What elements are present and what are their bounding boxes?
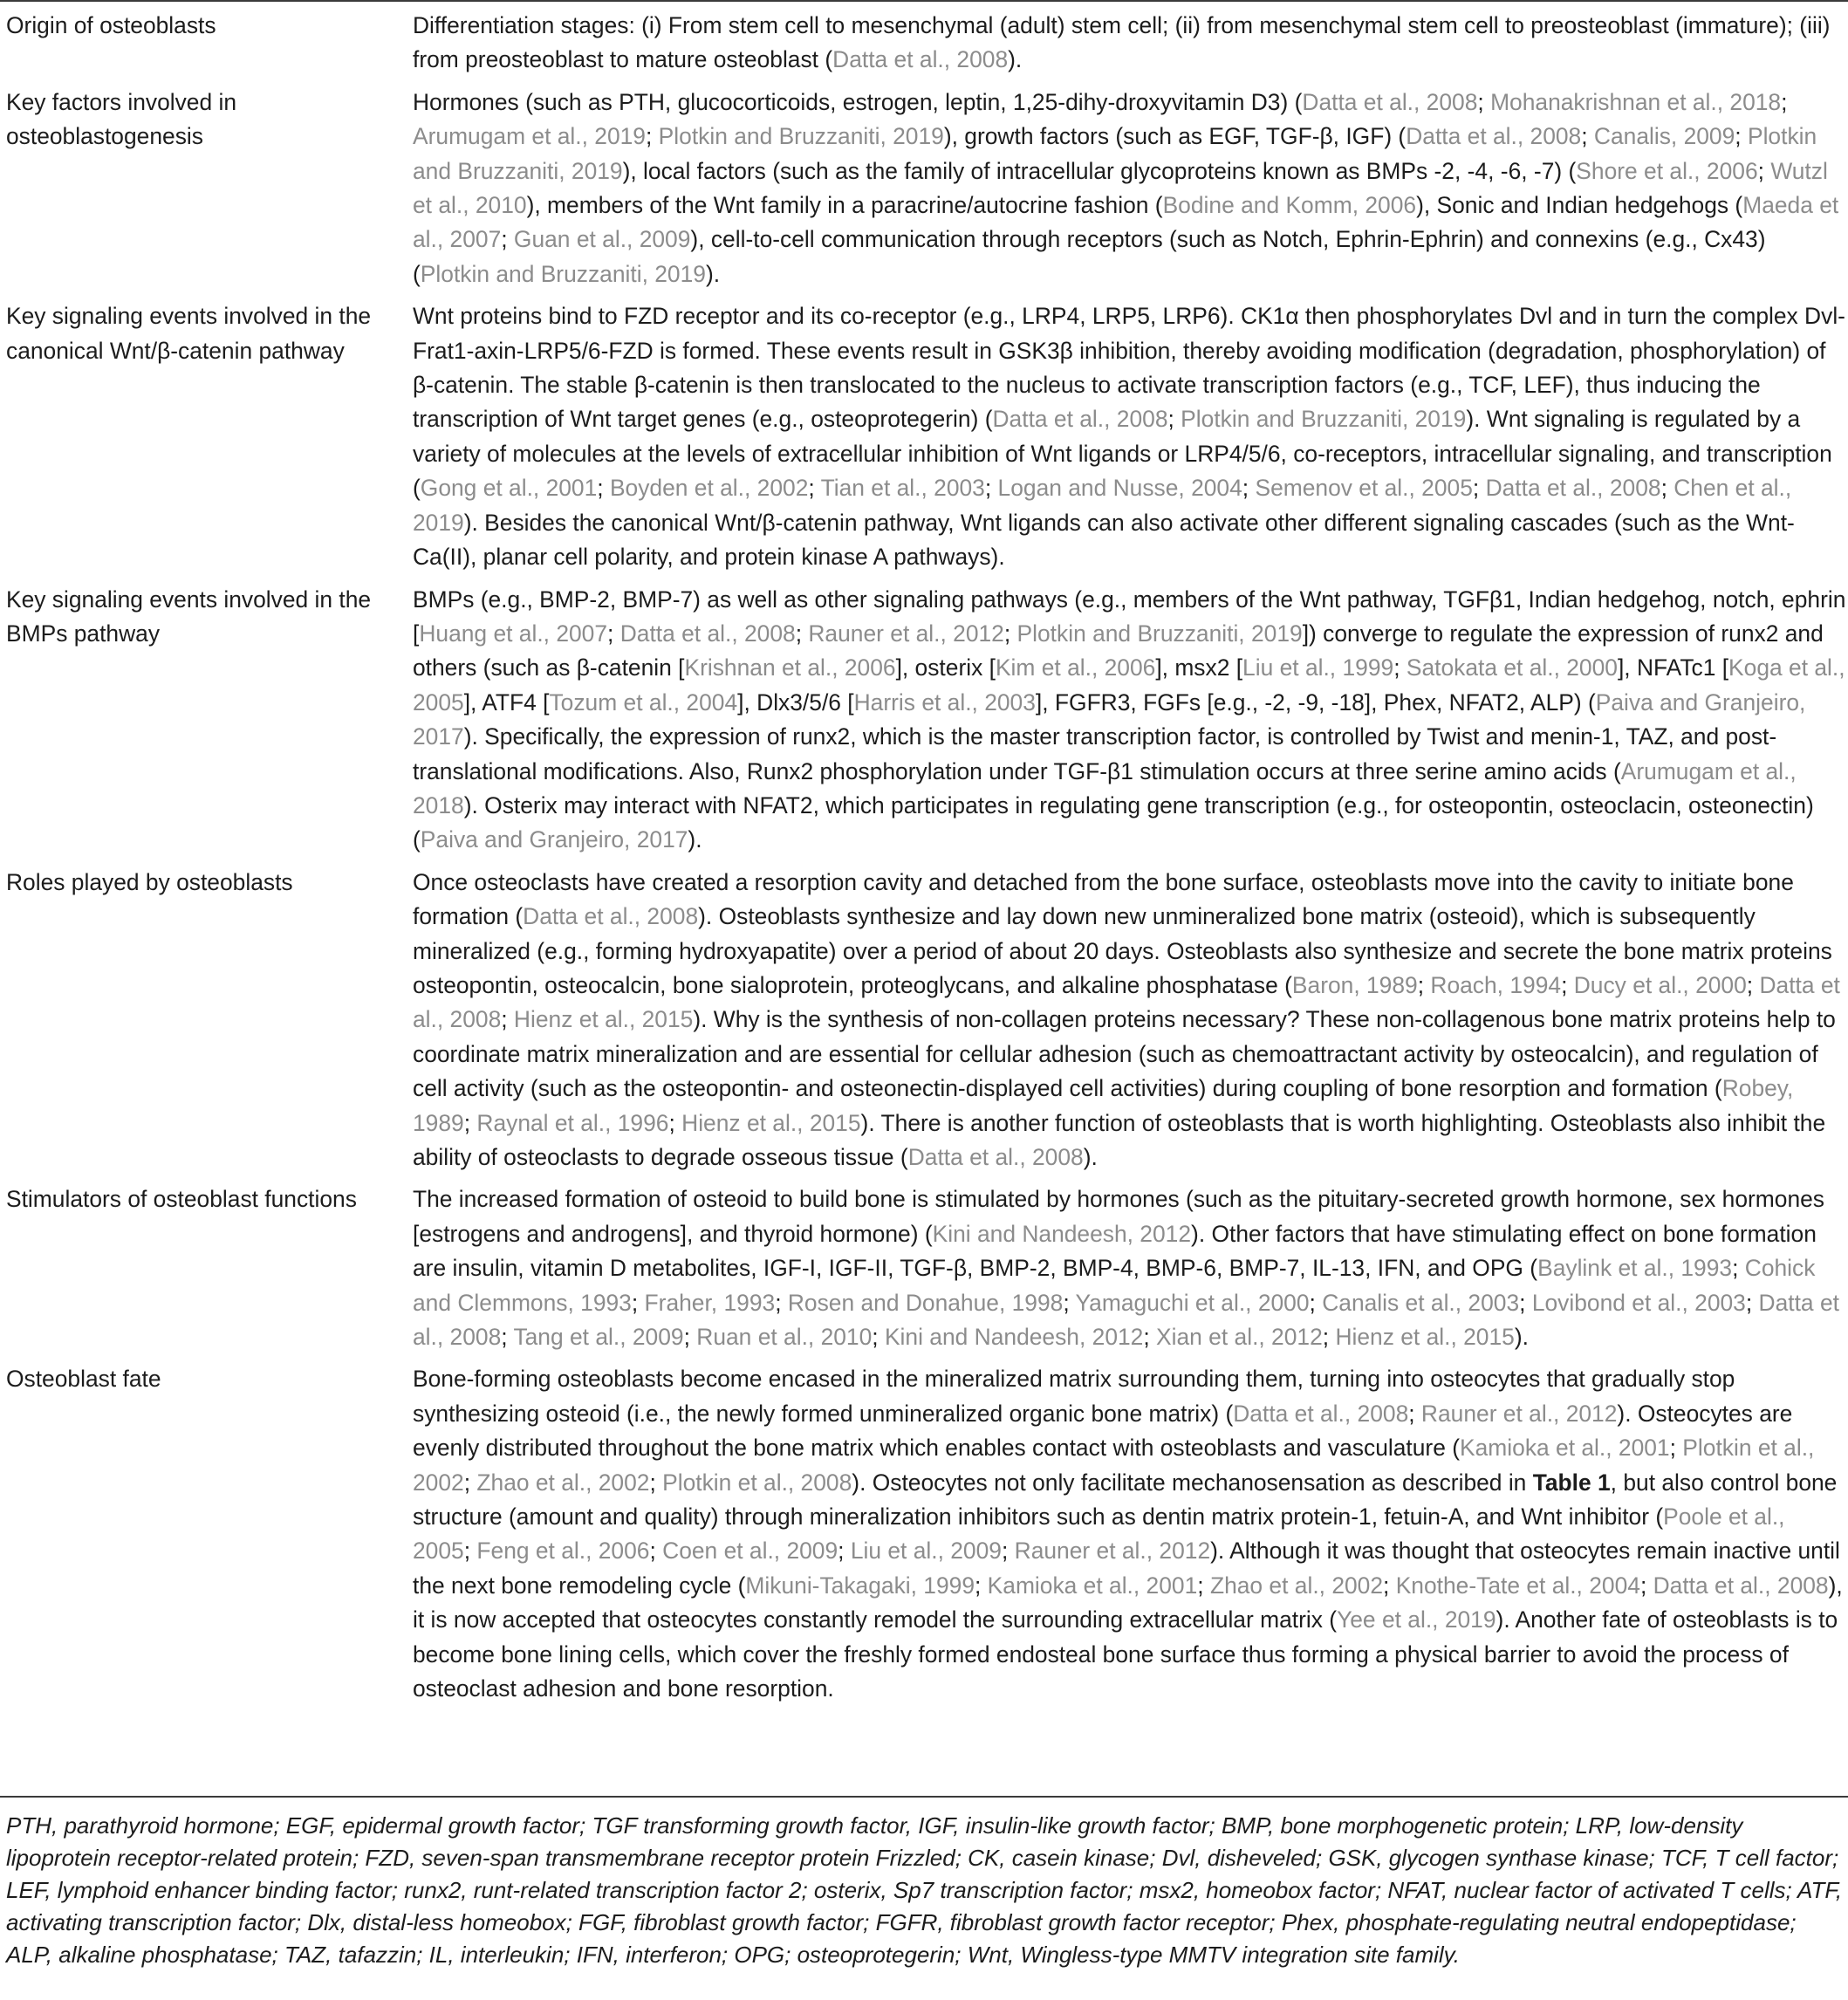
table-row xyxy=(0,9,1848,86)
citation-link[interactable]: Arumugam et al., 2019 xyxy=(413,123,646,150)
row-label-cell xyxy=(0,9,413,86)
body-text: ; xyxy=(808,475,821,502)
body-text: ; xyxy=(1472,475,1486,502)
row-description-cell xyxy=(413,86,1848,299)
citation-link[interactable]: Bodine and Komm, 2006 xyxy=(1162,192,1417,219)
body-text: ). xyxy=(1008,46,1023,73)
citation-link[interactable]: Coen et al., 2009 xyxy=(662,1538,838,1565)
body-text: ; xyxy=(1143,1324,1157,1351)
citation-link[interactable]: Knothe-Tate et al., 2004 xyxy=(1395,1572,1640,1599)
citation-link[interactable]: Plotkin et al., 2008 xyxy=(662,1469,852,1496)
citation-link[interactable]: Plotkin and Bruzzaniti, 2019 xyxy=(1016,620,1303,647)
citation-link[interactable]: Huang et al., 2007 xyxy=(419,620,608,647)
citation-link[interactable]: Yee et al., 2019 xyxy=(1337,1606,1496,1634)
citation-link[interactable]: Satokata et al., 2000 xyxy=(1406,654,1618,682)
body-text: ; xyxy=(984,475,998,502)
row-label: Stimulators of osteoblast functions xyxy=(6,1186,357,1213)
citation-link[interactable]: Kini and Nandeesh, 2012 xyxy=(884,1324,1144,1351)
body-text: ; xyxy=(1003,620,1017,647)
body-text: ; xyxy=(649,1469,663,1496)
citation-link[interactable]: Krishnan et al., 2006 xyxy=(684,654,896,682)
body-text: ; xyxy=(463,1109,477,1136)
citation-link[interactable]: Yamaguchi et al., 2000 xyxy=(1075,1289,1310,1316)
citation-link[interactable]: Datta et al., 2008 xyxy=(907,1144,1084,1170)
body-text: ], osterix [ xyxy=(895,654,996,682)
citation-link[interactable]: Plotkin and Bruzzaniti, 2019 xyxy=(420,260,706,287)
citation-link[interactable]: Semenov et al., 2005 xyxy=(1255,475,1473,502)
citation-link[interactable]: Chen et al., 2019 xyxy=(413,475,1792,536)
citation-link[interactable]: Harris et al., 2003 xyxy=(853,688,1036,716)
body-text: Once osteoclasts have created a resorption cavity and detached from the bone surface, osteoblasts move into the cavity to initiate bone formation ( xyxy=(413,868,1794,930)
table-body xyxy=(0,9,1848,1715)
row-description-cell xyxy=(413,1182,1848,1362)
citation-link[interactable]: Datta et al., 2008 xyxy=(1485,475,1661,502)
citation-link[interactable]: Lovibond et al., 2003 xyxy=(1531,1289,1746,1316)
body-text: ; xyxy=(1408,1400,1421,1427)
body-text: ; xyxy=(1669,1435,1683,1462)
citation-link[interactable]: Xian et al., 2012 xyxy=(1156,1324,1323,1351)
body-text: ). Specifically, the expression of runx2, which is the master transcription factor, is controlled by Twist and menin-1, TAZ, and post-translational modifications. Also, Runx2 phosphorylation under TGF-β1 stimulation occurs at three serine amino acids ( xyxy=(413,723,1777,784)
citation-link[interactable]: Poole et al., 2005 xyxy=(413,1503,1785,1565)
body-text: ; xyxy=(1393,654,1407,682)
citation-link[interactable]: Plotkin and Bruzzaniti, 2019 xyxy=(1181,406,1467,433)
citation-link[interactable]: Robey, 1989 xyxy=(413,1075,1794,1136)
row-description xyxy=(413,299,1848,574)
row-label: Key signaling events involved in the canonical Wnt/β-catenin pathway xyxy=(6,303,372,364)
row-label-cell xyxy=(0,86,413,299)
citation-link[interactable]: Baron, 1989 xyxy=(1291,971,1418,998)
body-text: ). Another fate of osteoblasts is to become bone lining cells, which cover the freshly formed endosteal bone surface thus forming a physical barrier to avoid the process of osteoclast adhesion and bone resorption. xyxy=(413,1606,1838,1702)
citation-link[interactable]: Tian et al., 2003 xyxy=(820,475,985,502)
body-text: ; xyxy=(501,1324,514,1351)
citation-link[interactable]: Zhao et al., 2002 xyxy=(1209,1572,1384,1599)
body-text: ; xyxy=(1732,1255,1745,1282)
body-text: ; xyxy=(649,1538,663,1565)
citation-link[interactable]: Tang et al., 2009 xyxy=(513,1324,684,1351)
citation-link[interactable]: Hienz et al., 2015 xyxy=(681,1109,861,1136)
body-text: ; xyxy=(1581,123,1594,150)
citation-link[interactable]: Rosen and Donahue, 1998 xyxy=(787,1289,1064,1316)
citation-link[interactable]: Paiva and Granjeiro, 2017 xyxy=(420,826,688,853)
citation-link[interactable]: Canalis, 2009 xyxy=(1593,123,1735,150)
citation-link[interactable]: Arumugam et al., 2018 xyxy=(413,757,1797,818)
citation-link[interactable]: Roach, 1994 xyxy=(1430,971,1562,998)
body-text: ; xyxy=(1417,971,1431,998)
row-label: Roles played by osteoblasts xyxy=(6,868,293,895)
citation-link[interactable]: Raynal et al., 1996 xyxy=(476,1109,669,1136)
body-text: ; xyxy=(1383,1572,1396,1599)
body-text: ). Why is the synthesis of non-collagen proteins necessary? These non-collagenous bone matrix proteins help to coordinate matrix mineralization and are essential for cellular adhesion (such as chemoattractant activity by osteocalcin), and regulation of cell activity (such as the osteopontin- and osteonectin-displayed cell activities) during coupling of bone resorption and formation ( xyxy=(413,1006,1836,1102)
row-description-cell xyxy=(413,299,1848,582)
body-text: ; xyxy=(463,1538,477,1565)
body-text: ; xyxy=(1197,1572,1210,1599)
citation-link[interactable]: Plotkin and Bruzzaniti, 2019 xyxy=(413,123,1817,184)
citation-link[interactable]: Datta et al., 2008 xyxy=(1653,1572,1829,1599)
row-description xyxy=(413,9,1848,78)
citation-link[interactable]: Shore et al., 2006 xyxy=(1576,157,1758,184)
body-text: ; xyxy=(1167,406,1181,433)
citation-link[interactable]: Mohanakrishnan et al., 2018 xyxy=(1490,88,1782,115)
body-text: ). Osterix may interact with NFAT2, which participates in regulating gene transcription (e.g., for osteopontin, osteoclacin, osteonectin) ( xyxy=(413,791,1814,853)
row-description-cell xyxy=(413,1362,1848,1714)
citation-link[interactable]: Kim et al., 2006 xyxy=(995,654,1156,682)
body-text: ; xyxy=(597,475,610,502)
citation-link[interactable]: Datta et al., 2008 xyxy=(413,1289,1839,1351)
row-label-cell xyxy=(0,299,413,582)
body-text: ; xyxy=(1519,1289,1532,1316)
citation-link[interactable]: Datta et al., 2008 xyxy=(1406,123,1582,150)
body-text: ). xyxy=(688,826,702,853)
body-text: ; xyxy=(775,1289,788,1316)
body-text: ; xyxy=(1242,475,1256,502)
row-label: Osteoblast fate xyxy=(6,1366,161,1393)
citation-link[interactable]: Datta et al., 2008 xyxy=(1233,1400,1409,1427)
citation-link[interactable]: Canalis et al., 2003 xyxy=(1322,1289,1520,1316)
body-text: ; xyxy=(1322,1324,1336,1351)
body-text: ; xyxy=(1477,88,1491,115)
row-label-cell xyxy=(0,1182,413,1362)
body-text: Bone-forming osteoblasts become encased in the mineralized matrix surrounding them, turning into osteocytes that gradually stop synthesizing osteoid (i.e., the newly formed unmineralized organic bone matrix) ( xyxy=(413,1366,1735,1427)
body-text: ), local factors (such as the family of intracellular glycoproteins known as BMPs -2, -4, -6, -7) ( xyxy=(622,157,1577,184)
citation-link[interactable]: Liu et al., 1999 xyxy=(1242,654,1394,682)
citation-link[interactable]: Koga et al., 2005 xyxy=(413,654,1845,716)
body-text: ; xyxy=(795,620,809,647)
body-text: ; xyxy=(1660,475,1674,502)
body-text: ; xyxy=(1309,1289,1323,1316)
row-label-cell xyxy=(0,1362,413,1714)
citation-link[interactable]: Guan et al., 2009 xyxy=(513,226,691,253)
row-description xyxy=(413,1182,1848,1354)
body-text: ], FGFR3, FGFs [e.g., -2, -9, -18], Phex, NFAT2, ALP) ( xyxy=(1035,688,1596,716)
body-text: ]) converge to regulate the expression of runx2 and others (such as β-catenin [ xyxy=(413,620,1824,682)
body-text: ; xyxy=(463,1469,477,1496)
body-text: ; xyxy=(1781,88,1788,115)
row-label: Key signaling events involved in the BMPs pathway xyxy=(6,586,372,647)
body-text: Differentiation stages: (i) From stem cell to mesenchymal (adult) stem cell; (ii) from mesenchymal stem cell to preosteoblast (immature); (iii) from preosteoblast to mature osteoblast ( xyxy=(413,12,1831,73)
row-label: Key factors involved in osteoblastogenesis xyxy=(6,88,237,150)
body-text: ). xyxy=(705,260,721,287)
citation-link[interactable]: Fraher, 1993 xyxy=(644,1289,776,1316)
body-text: ). xyxy=(1083,1144,1098,1170)
table-bottom-rule xyxy=(0,1796,1848,1798)
body-text: ; xyxy=(501,1006,514,1033)
citation-link[interactable]: Tozum et al., 2004 xyxy=(549,688,738,716)
body-text: Wnt proteins bind to FZD receptor and its co-receptor (e.g., LRP4, LRP5, LRP6). CK1α then phosphorylates Dvl and in turn the complex Dvl-Frat1-axin-LRP5/6-FZD is formed. These events result in GSK3β inhibition, thereby avoiding modification (degradation, phosphorylation) of β-catenin. The stable β-catenin is then translocated to the nucleus to activate transcription factors (e.g., TCF, LEF), thus inducing the transcription of Wnt target genes (e.g., osteoprotegerin) ( xyxy=(413,303,1845,433)
body-text: ; xyxy=(1001,1538,1015,1565)
table-top-rule xyxy=(0,0,1848,2)
body-text: ), Sonic and Indian hedgehogs ( xyxy=(1416,192,1743,219)
body-text: ). Other factors that have stimulating effect on bone formation are insulin, vitamin D metabolites, IGF-I, IGF-II, TGF-β, BMP-2, BMP-4, BMP-6, BMP-7, IL-13, IFN, and OPG ( xyxy=(413,1220,1817,1282)
body-text: ; xyxy=(631,1289,645,1316)
citation-link[interactable]: Rauner et al., 2012 xyxy=(808,620,1004,647)
row-description xyxy=(413,1362,1848,1706)
table-row xyxy=(0,583,1848,866)
osteoblast-table xyxy=(0,9,1848,1715)
table-row xyxy=(0,299,1848,582)
body-text: ], Dlx3/5/6 [ xyxy=(737,688,854,716)
body-text: ; xyxy=(668,1109,682,1136)
citation-link[interactable]: Maeda et al., 2007 xyxy=(413,192,1839,253)
row-description-cell xyxy=(413,9,1848,86)
table-row xyxy=(0,86,1848,299)
citation-link[interactable]: Ducy et al., 2000 xyxy=(1573,971,1747,998)
body-text: ), members of the Wnt family in a paracrine/autocrine fashion ( xyxy=(526,192,1163,219)
body-text: Hormones (such as PTH, glucocorticoids, estrogen, leptin, 1,25-dihy-droxyvitamin D3) ( xyxy=(413,88,1303,115)
body-text: ; xyxy=(1746,971,1760,998)
body-text: ; xyxy=(1757,157,1771,184)
row-label-cell xyxy=(0,583,413,866)
citation-link[interactable]: Zhao et al., 2002 xyxy=(476,1469,650,1496)
row-description xyxy=(413,86,1848,291)
citation-link[interactable]: Datta et al., 2008 xyxy=(413,971,1840,1033)
citation-link[interactable]: Kini and Nandeesh, 2012 xyxy=(932,1220,1192,1247)
body-text: ). Osteocytes not only facilitate mechanosensation as described in xyxy=(852,1469,1533,1496)
citation-link[interactable]: Baylink et al., 1993 xyxy=(1537,1255,1733,1282)
body-text: ; xyxy=(1735,123,1748,150)
citation-link[interactable]: Datta et al., 2008 xyxy=(523,903,699,930)
row-label: Origin of osteoblasts xyxy=(6,12,216,38)
citation-link[interactable]: Ruan et al., 2010 xyxy=(696,1324,873,1351)
body-text: ; xyxy=(838,1538,851,1565)
body-text: The increased formation of osteoid to build bone is stimulated by hormones (such as the pituitary-secreted growth hormone, sex hormones [estrogens and androgens], and thyroid hormone) ( xyxy=(413,1186,1824,1247)
body-text: ), it is now accepted that osteocytes constantly remodel the surrounding extracellular matrix ( xyxy=(413,1572,1843,1634)
citation-link[interactable]: Gong et al., 2001 xyxy=(420,475,598,502)
row-description xyxy=(413,866,1848,1175)
body-text: ), cell-to-cell communication through receptors (such as Notch, Ephrin-Ephrin) and connexins (e.g., Cx43) ( xyxy=(413,226,1766,287)
table-row xyxy=(0,1362,1848,1714)
body-text: ; xyxy=(1561,971,1574,998)
citation-link[interactable]: Paiva and Granjeiro, 2017 xyxy=(413,688,1806,750)
body-text: ; xyxy=(501,226,514,253)
body-text: ; xyxy=(1639,1572,1653,1599)
citation-link[interactable]: Wutzl et al., 2010 xyxy=(413,157,1828,219)
citation-link[interactable]: Rauner et al., 2012 xyxy=(1014,1538,1211,1565)
body-text: ; xyxy=(646,123,659,150)
citation-link[interactable]: Plotkin and Bruzzaniti, 2019 xyxy=(658,123,944,150)
citation-link[interactable]: Liu et al., 2009 xyxy=(850,1538,1002,1565)
body-text: ). Besides the canonical Wnt/β-catenin pathway, Wnt ligands can also activate other different signaling cascades (such as the Wnt-Ca(II), planar cell polarity, and protein kinase A pathways). xyxy=(413,509,1795,571)
table-reference[interactable]: Table 1 xyxy=(1532,1469,1611,1496)
citation-link[interactable]: Hienz et al., 2015 xyxy=(513,1006,694,1033)
citation-link[interactable]: Plotkin et al., 2002 xyxy=(413,1435,1815,1496)
row-description-cell xyxy=(413,583,1848,866)
citation-link[interactable]: Datta et al., 2008 xyxy=(832,46,1009,73)
table-row xyxy=(0,1182,1848,1362)
body-text: ). Wnt signaling is regulated by a variety of molecules at the levels of extracellular inhibition of Wnt ligands or LRP4/5/6, co-receptors, intracellular signaling, and transcription ( xyxy=(413,406,1832,502)
citation-link[interactable]: Logan and Nusse, 2004 xyxy=(997,475,1242,502)
citation-link[interactable]: Datta et al., 2008 xyxy=(619,620,796,647)
citation-link[interactable]: Feng et al., 2006 xyxy=(476,1538,650,1565)
body-text: ], NFATc1 [ xyxy=(1617,654,1729,682)
body-text: ). Osteocytes are evenly distributed throughout the bone matrix which enables contact with osteoblasts and vasculature ( xyxy=(413,1400,1793,1462)
body-text: ). There is another function of osteoblasts that is worth highlighting. Osteoblasts also inhibit the ability of osteoclasts to degrade osseous tissue ( xyxy=(413,1109,1826,1170)
citation-link[interactable]: Cohick and Clemmons, 1993 xyxy=(413,1255,1816,1316)
body-text: , but also control bone structure (amount and quality) through mineralization inhibitors such as dentin matrix protein-1, fetuin-A, and Wnt inhibitor ( xyxy=(413,1469,1838,1531)
body-text: ; xyxy=(683,1324,697,1351)
citation-link[interactable]: Datta et al., 2008 xyxy=(992,406,1168,433)
body-text: ], ATF4 [ xyxy=(463,688,550,716)
row-label-cell xyxy=(0,866,413,1183)
table-row xyxy=(0,866,1848,1183)
table-footnote: PTH, parathyroid hormone; EGF, epidermal growth factor; TGF transforming growth factor, IGF, insulin-like growth factor; BMP, bone morphogenetic protein; LRP, low-density lipoprotein receptor-related protein; FZD, seven-span transmembrane receptor protein Frizzled; CK, casein kinase; Dvl, disheveled; GSK, glycogen synthase kinase; TCF, T cell factor; LEF, lymphoid enhancer binding factor; runx2, runt-related transcription factor 2; osterix, Sp7 transcription factor; msx2, homeobox factor; NFAT, nuclear factor of activated T cells; ATF, activating transcription factor; Dlx, distal-less homeobox; FGF, fibroblast growth factor; FGFR, fibroblast growth factor receptor; Phex, phosphate-regulating neutral endopeptidase; ALP, alkaline phosphatase; TAZ, tafazzin; IL, interleukin; IFN, interferon; OPG; osteoprotegerin; Wnt, Wingless-type MMTV integration site family. xyxy=(6,1812,1843,1968)
row-description xyxy=(413,583,1848,858)
citation-link[interactable]: Rauner et al., 2012 xyxy=(1420,1400,1618,1427)
body-text: ). Although it was thought that osteocytes remain inactive until the next bone remodeling cycle ( xyxy=(413,1538,1840,1599)
citation-link[interactable]: Boyden et al., 2002 xyxy=(609,475,809,502)
citation-link[interactable]: Kamioka et al., 2001 xyxy=(1460,1435,1670,1462)
citation-link[interactable]: Datta et al., 2008 xyxy=(1302,88,1478,115)
row-description-cell xyxy=(413,866,1848,1183)
body-text: ), growth factors (such as EGF, TGF-β, IGF) ( xyxy=(943,123,1407,150)
body-text: ; xyxy=(872,1324,885,1351)
citation-link[interactable]: Mikuni-Takagaki, 1999 xyxy=(745,1572,975,1599)
citation-link[interactable]: Hienz et al., 2015 xyxy=(1335,1324,1515,1351)
body-text: ; xyxy=(1745,1289,1759,1316)
body-text: ], msx2 [ xyxy=(1155,654,1243,682)
body-text: ). xyxy=(1514,1324,1529,1351)
body-text: ). Osteoblasts synthesize and lay down new unmineralized bone matrix (osteoid), which is subsequently mineralized (e.g., forming hydroxyapatite) over a period of about 20 days. Osteoblasts also synthesize and secrete the bone matrix proteins osteopontin, osteocalcin, bone sialoprotein, proteoglycans, and alkaline phosphatase ( xyxy=(413,903,1832,998)
body-text: ; xyxy=(1063,1289,1076,1316)
body-text: ; xyxy=(975,1572,988,1599)
body-text: BMPs (e.g., BMP-2, BMP-7) as well as other signaling pathways (e.g., members of the Wnt pathway, TGFβ1, Indian hedgehog, notch, ephrin [ xyxy=(413,586,1846,647)
citation-link[interactable]: Kamioka et al., 2001 xyxy=(987,1572,1198,1599)
body-text: ; xyxy=(607,620,620,647)
